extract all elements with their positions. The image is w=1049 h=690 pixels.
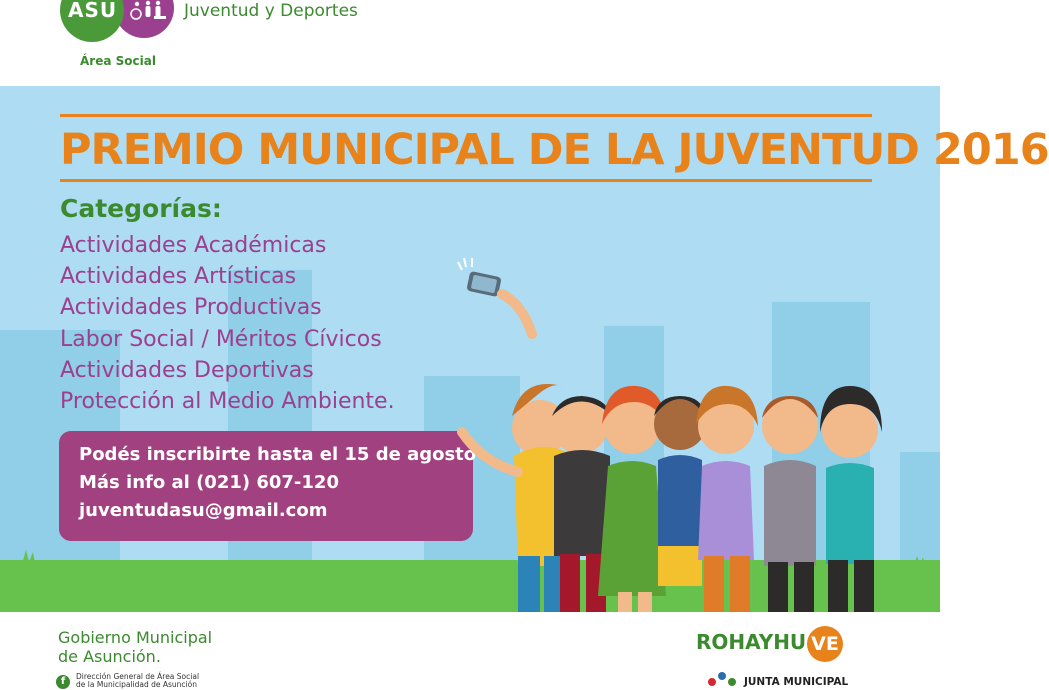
phone-text: Más info al (021) 607-120: [79, 472, 339, 493]
youth-group-illustration: [440, 256, 910, 606]
gobierno-logo: [58, 628, 212, 666]
logo-text: ASU: [68, 0, 118, 22]
direccion-text: [76, 673, 199, 689]
logo-subtitle: Área Social: [80, 54, 156, 68]
deadline-text: Podés inscribirte hasta el 15 de agosto: [79, 444, 477, 465]
page-title: PREMIO MUNICIPAL DE LA JUVENTUD 2016: [60, 125, 1049, 175]
header: [0, 0, 940, 86]
junta-municipal-icon: [702, 670, 740, 690]
category-item: Actividades Artísticas: [60, 264, 297, 290]
info-box: [59, 431, 477, 541]
gobierno-line: de Asunción.: [58, 647, 161, 666]
category-item: Actividades Académicas: [60, 233, 327, 258]
gobierno-line: Gobierno Municipal: [58, 628, 213, 647]
phone-selfie-icon: [458, 258, 502, 297]
category-item: Protección al Medio Ambiente.: [60, 389, 395, 415]
footer: [0, 612, 940, 690]
department-title: Juventud y Deportes: [184, 1, 358, 21]
junta-municipal-text: JUNTA MUNICIPAL: [744, 676, 849, 688]
wheelchair-family-icon: [128, 0, 170, 22]
category-item: Labor Social / Méritos Cívicos: [60, 326, 382, 352]
categories-heading: Categorías:: [60, 194, 222, 223]
email-text: juventudasu@gmail.com: [79, 500, 328, 521]
rohayhu-ve-badge: VE: [807, 626, 843, 662]
rohayhu-logo-text: ROHAYHU: [696, 630, 807, 654]
facebook-icon[interactable]: f: [56, 675, 70, 689]
banner: [0, 86, 1049, 612]
title-rule-bottom: [60, 179, 872, 182]
title-rule-top: [60, 114, 872, 117]
category-item: Actividades Deportivas: [60, 357, 314, 383]
direccion-line: Dirección General de Área Social: [76, 672, 200, 681]
direccion-line: de la Municipalidad de Asunción: [76, 680, 197, 689]
categories-list: [60, 230, 395, 417]
category-item: Actividades Productivas: [60, 295, 322, 321]
